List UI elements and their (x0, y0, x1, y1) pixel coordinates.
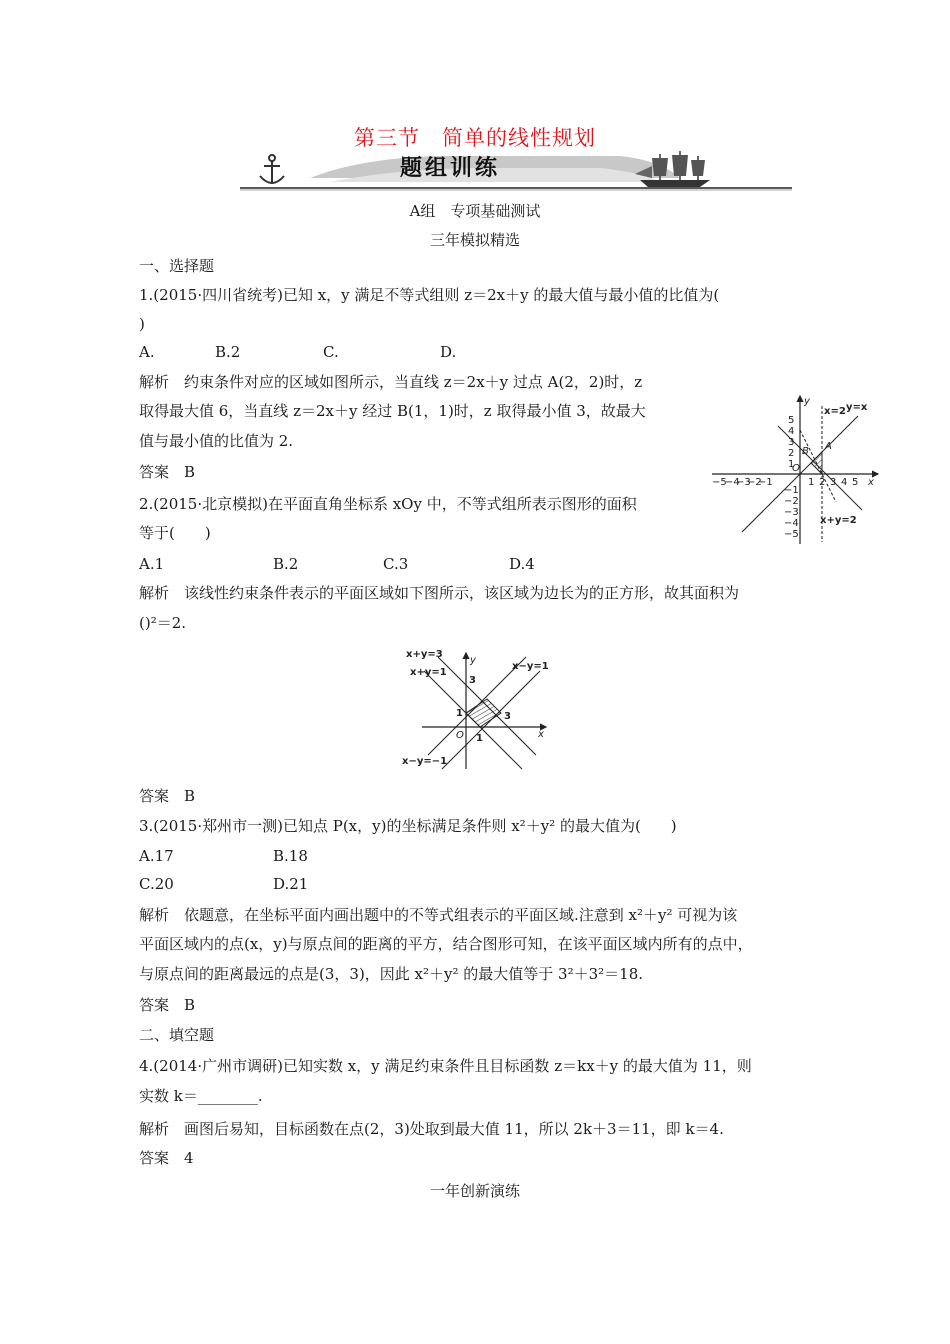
q1-option-d: D. (440, 343, 457, 361)
q2-solution-line1: 解析 该线性约束条件表示的平面区域如下图所示，该区域为边长为的正方形，故其面积为 (139, 584, 740, 602)
fig1-ytick: −3 (784, 507, 799, 518)
fig2-label-o: O (456, 730, 464, 741)
fig1-ytick: 4 (788, 426, 795, 437)
fig1-xtick: −5 (712, 477, 727, 488)
q1-option-c: C. (323, 343, 339, 361)
fig1-xtick: −3 (736, 477, 751, 488)
q3-solution-line2: 平面区域内的点(x，y)与原点间的距离的平方，结合图形可知，在该平面区域内所有的点中， (139, 935, 753, 953)
q4-stem-line1: 4.(2014·广州市调研)已知实数 x，y 满足约束条件且目标函数 z＝kx＋y 的最大值为 11，则 (139, 1057, 752, 1075)
fig1-xtick: −2 (747, 477, 762, 488)
q2-option-d: D.4 (509, 555, 535, 573)
q2-stem-line1: 2.(2015·北京模拟)在平面直角坐标系 xOy 中，不等式组所表示图形的面积 (139, 495, 637, 513)
q3-stem-line1: 3.(2015·郑州市一测)已知点 P(x，y)的坐标满足条件则 x²＋y² 的最大值为( ) (139, 817, 677, 835)
fig1-xtick: 4 (841, 477, 848, 488)
ship-icon (635, 151, 710, 187)
figure-1-graph (708, 392, 884, 550)
fig2-label-y: y (470, 655, 476, 666)
q3-option-a: A.17 (139, 847, 174, 865)
section-title: 第三节 简单的线性规划 (354, 126, 596, 150)
q3-solution-line1: 解析 依题意，在坐标平面内画出题中的不等式组表示的平面区域.注意到 x²＋y² 可视为该 (139, 906, 738, 924)
q2-option-a: A.1 (139, 555, 165, 573)
fig1-xtick: −1 (758, 477, 773, 488)
q2-option-c: C.3 (383, 555, 409, 573)
q4-answer: 答案 4 (139, 1149, 194, 1167)
fig1-ytick: 3 (788, 437, 795, 448)
q1-stem-line1: 1.(2015·四川省统考)已知 x，y 满足不等式组则 z＝2x＋y 的最大值与最小值的比值为( (139, 286, 720, 304)
figure-2-graph (400, 645, 556, 773)
subgroup-heading: 三年模拟精选 (429, 231, 520, 249)
fig2-tick: 1 (476, 733, 483, 744)
q3-answer: 答案 B (139, 996, 196, 1014)
q1-solution-line3: 值与最小值的比值为 2. (139, 432, 294, 450)
q2-solution-line2: ()²＝2. (139, 614, 187, 632)
fig1-label-o: O (792, 463, 800, 474)
q2-stem-line2: 等于( ) (139, 524, 211, 542)
fig1-label-a: A (825, 441, 832, 452)
fig1-label-b: B (802, 446, 809, 457)
fig1-ytick: 1 (788, 459, 795, 470)
fig1-ytick: −4 (784, 518, 799, 529)
q1-stem-line2: ) (139, 315, 145, 333)
fig1-xtick: 5 (852, 477, 859, 488)
fig1-line-x2: x=2 (824, 406, 846, 417)
q1-answer: 答案 B (139, 463, 196, 481)
fig1-xtick: −4 (725, 477, 740, 488)
fig2-line-label: x−y=−1 (402, 756, 448, 767)
q4-stem-line2: 实数 k＝________. (139, 1087, 263, 1105)
fig1-ytick: 2 (788, 448, 795, 459)
banner-title: 题组训练 (400, 156, 501, 181)
fig2-line-label: x+y=1 (410, 667, 447, 678)
q1-option-b: B.2 (215, 343, 241, 361)
q1-solution-line2: 取得最大值 6，当直线 z＝2x＋y 经过 B(1，1)时，z 取得最小值 3，故最大 (139, 402, 646, 420)
q2-option-b: B.2 (273, 555, 299, 573)
fig2-tick: 3 (469, 675, 476, 686)
fig1-xtick: 1 (808, 477, 815, 488)
section-choice: 一、选择题 (139, 257, 215, 275)
fig1-ytick: −5 (784, 529, 799, 540)
fig1-ytick: −1 (784, 485, 799, 496)
fig1-ytick: −2 (784, 496, 799, 507)
fig2-tick: 3 (504, 711, 511, 722)
fig2-tick: 1 (456, 708, 463, 719)
q4-solution-line1: 解析 画图后易知，目标函数在点(2，3)处取到最大值 11，所以 2k＋3＝11，即 k＝4. (139, 1120, 724, 1138)
q1-solution-line1: 解析 约束条件对应的区域如图所示，当直线 z＝2x＋y 过点 A(2，2)时，z (139, 373, 643, 391)
group-heading: A组 专项基础测试 (409, 202, 541, 220)
fig1-label-x: x (868, 477, 874, 488)
anchor-icon (260, 155, 284, 184)
fig1-label-y: y (804, 396, 810, 407)
q3-option-d: D.21 (273, 875, 309, 893)
fig2-label-x: x (538, 729, 544, 740)
fig1-ytick: 5 (788, 415, 795, 426)
q2-answer: 答案 B (139, 787, 196, 805)
fig1-xtick: 2 (819, 477, 826, 488)
banner-decoration (240, 148, 792, 192)
q3-option-c: C.20 (139, 875, 174, 893)
q3-option-b: B.18 (273, 847, 308, 865)
section-fill: 二、填空题 (139, 1026, 215, 1044)
fig1-line-yx: y=x (846, 402, 868, 413)
q1-option-a: A. (139, 343, 155, 361)
subgroup-heading-2: 一年创新演练 (429, 1182, 520, 1200)
fig2-line-label: x−y=1 (512, 661, 549, 672)
fig2-line-label: x+y=3 (406, 649, 443, 660)
q3-solution-line3: 与原点间的距离最远的点是(3，3)，因此 x²＋y² 的最大值等于 3²＋3²＝18. (139, 965, 644, 983)
fig1-xtick: 3 (830, 477, 837, 488)
fig1-line-xy2: x+y=2 (820, 515, 857, 526)
